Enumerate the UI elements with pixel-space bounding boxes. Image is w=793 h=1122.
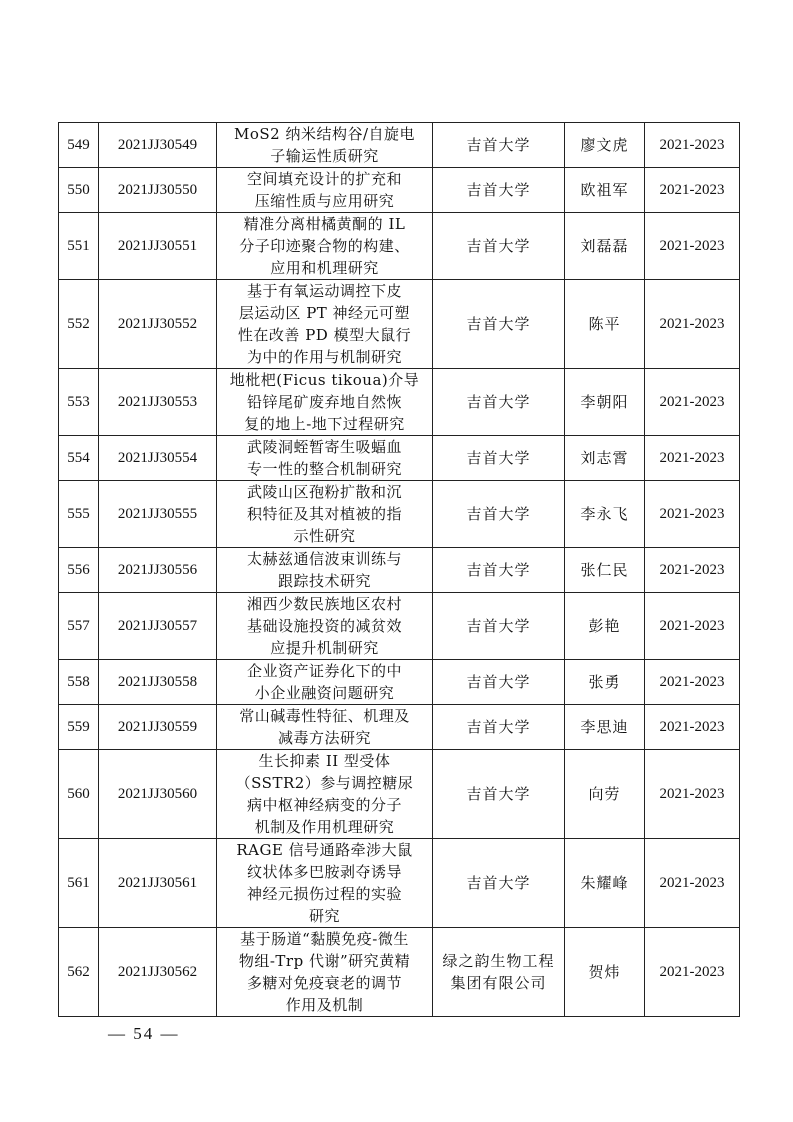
table-row xyxy=(59,839,740,928)
project-period: 2021-2023 xyxy=(645,369,740,436)
host-institution-line: 吉首大学 xyxy=(466,718,531,736)
project-code: 2021JJ30562 xyxy=(99,928,217,1017)
host-institution xyxy=(433,928,565,1017)
project-title-line: （SSTR2）参与调控糖尿 xyxy=(235,774,414,792)
project-title-line: 基础设施投资的减贫效 xyxy=(246,617,402,635)
project-leader: 向劳 xyxy=(565,750,645,839)
project-period: 2021-2023 xyxy=(645,593,740,660)
host-institution xyxy=(433,705,565,750)
project-code: 2021JJ30550 xyxy=(99,168,217,213)
project-code: 2021JJ30560 xyxy=(99,750,217,839)
project-title-line: MoS2 纳米结构谷/自旋电 xyxy=(233,125,416,143)
project-code: 2021JJ30557 xyxy=(99,593,217,660)
host-institution-line: 集团有限公司 xyxy=(450,974,547,992)
project-title-line: 分子印迹聚合物的构建、 xyxy=(239,237,410,255)
project-code: 2021JJ30556 xyxy=(99,548,217,593)
project-title-line: 专一性的整合机制研究 xyxy=(246,460,402,478)
project-period: 2021-2023 xyxy=(645,213,740,280)
host-institution xyxy=(433,548,565,593)
project-period: 2021-2023 xyxy=(645,750,740,839)
project-title-line: 减毒方法研究 xyxy=(277,729,371,747)
host-institution-line: 吉首大学 xyxy=(466,617,531,635)
row-number: 562 xyxy=(59,928,99,1017)
project-title xyxy=(217,123,433,168)
project-title xyxy=(217,369,433,436)
host-institution xyxy=(433,593,565,660)
host-institution xyxy=(433,839,565,928)
project-period: 2021-2023 xyxy=(645,168,740,213)
project-title-line: 跟踪技术研究 xyxy=(277,572,371,590)
host-institution-line: 吉首大学 xyxy=(466,505,531,523)
host-institution-line: 吉首大学 xyxy=(466,449,531,467)
project-leader: 李朝阳 xyxy=(565,369,645,436)
project-title xyxy=(217,593,433,660)
project-title-line: 基于肠道“黏膜免疫-微生 xyxy=(240,930,409,948)
project-title-line: 应用和机理研究 xyxy=(270,259,379,277)
table-row xyxy=(59,168,740,213)
host-institution-line: 吉首大学 xyxy=(466,785,531,803)
project-period: 2021-2023 xyxy=(645,548,740,593)
row-number: 552 xyxy=(59,280,99,369)
project-title-line: 压缩性质与应用研究 xyxy=(254,192,395,210)
project-title-line: 湘西少数民族地区农村 xyxy=(246,595,402,613)
project-title-line: 武陵山区孢粉扩散和沉 xyxy=(246,483,402,501)
table-row xyxy=(59,436,740,481)
project-leader: 刘磊磊 xyxy=(565,213,645,280)
project-period: 2021-2023 xyxy=(645,705,740,750)
host-institution-line: 吉首大学 xyxy=(466,561,531,579)
project-leader: 陈平 xyxy=(565,280,645,369)
row-number: 549 xyxy=(59,123,99,168)
row-number: 558 xyxy=(59,660,99,705)
table-row xyxy=(59,928,740,1017)
project-title-line: 铅锌尾矿废弃地自然恢 xyxy=(246,393,402,411)
project-title-line: 示性研究 xyxy=(293,527,356,545)
host-institution-line: 吉首大学 xyxy=(466,315,531,333)
project-title-line: 性在改善 PD 模型大鼠行 xyxy=(237,326,412,344)
table-row xyxy=(59,705,740,750)
project-title-line: 研究 xyxy=(308,907,340,925)
project-title xyxy=(217,548,433,593)
host-institution-line: 吉首大学 xyxy=(466,237,531,255)
host-institution-line: 吉首大学 xyxy=(466,673,531,691)
host-institution xyxy=(433,660,565,705)
project-title-line: 神经元损伤过程的实验 xyxy=(246,885,402,903)
row-number: 554 xyxy=(59,436,99,481)
project-title xyxy=(217,280,433,369)
row-number: 560 xyxy=(59,750,99,839)
host-institution xyxy=(433,123,565,168)
project-table-body xyxy=(59,123,740,1017)
project-period: 2021-2023 xyxy=(645,481,740,548)
project-title-line: 太赫兹通信波束训练与 xyxy=(246,550,402,568)
project-code: 2021JJ30559 xyxy=(99,705,217,750)
project-code: 2021JJ30549 xyxy=(99,123,217,168)
project-period: 2021-2023 xyxy=(645,280,740,369)
host-institution xyxy=(433,750,565,839)
project-title xyxy=(217,839,433,928)
table-row xyxy=(59,548,740,593)
host-institution-line: 吉首大学 xyxy=(466,136,531,154)
project-title xyxy=(217,928,433,1017)
project-title-line: RAGE 信号通路牵涉大鼠 xyxy=(236,841,413,859)
project-title-line: 武陵洞蛭暂寄生吸蝠血 xyxy=(246,438,402,456)
row-number: 553 xyxy=(59,369,99,436)
row-number: 559 xyxy=(59,705,99,750)
project-leader: 贺炜 xyxy=(565,928,645,1017)
table-row xyxy=(59,481,740,548)
project-table xyxy=(58,122,740,1017)
project-leader: 李思迪 xyxy=(565,705,645,750)
project-code: 2021JJ30555 xyxy=(99,481,217,548)
project-leader: 刘志霄 xyxy=(565,436,645,481)
table-row xyxy=(59,369,740,436)
table-row xyxy=(59,660,740,705)
project-period: 2021-2023 xyxy=(645,839,740,928)
project-title xyxy=(217,705,433,750)
host-institution-line: 吉首大学 xyxy=(466,874,531,892)
project-title xyxy=(217,750,433,839)
project-code: 2021JJ30551 xyxy=(99,213,217,280)
project-leader: 张仁民 xyxy=(565,548,645,593)
project-title-line: 精准分离柑橘黄酮的 IL xyxy=(243,215,406,233)
project-title-line: 企业资产证券化下的中 xyxy=(246,662,402,680)
project-title xyxy=(217,660,433,705)
row-number: 556 xyxy=(59,548,99,593)
project-title-line: 地枇杷(Ficus tikoua)介导 xyxy=(229,371,420,389)
project-leader: 廖文虎 xyxy=(565,123,645,168)
project-title-line: 积特征及其对植被的指 xyxy=(246,505,402,523)
project-leader: 彭艳 xyxy=(565,593,645,660)
project-title-line: 基于有氧运动调控下皮 xyxy=(246,282,402,300)
table-row xyxy=(59,123,740,168)
page-number: — 54 — xyxy=(108,1024,180,1043)
project-title-line: 应提升机制研究 xyxy=(270,639,379,657)
row-number: 550 xyxy=(59,168,99,213)
project-title xyxy=(217,436,433,481)
project-title-line: 生长抑素 II 型受体 xyxy=(258,752,391,770)
table-row xyxy=(59,213,740,280)
project-title xyxy=(217,481,433,548)
project-period: 2021-2023 xyxy=(645,436,740,481)
project-period: 2021-2023 xyxy=(645,660,740,705)
project-title-line: 作用及机制 xyxy=(285,996,364,1014)
host-institution-line: 吉首大学 xyxy=(466,181,531,199)
project-title-line: 层运动区 PT 神经元可塑 xyxy=(238,304,411,322)
host-institution xyxy=(433,280,565,369)
project-title-line: 机制及作用机理研究 xyxy=(254,818,395,836)
project-code: 2021JJ30561 xyxy=(99,839,217,928)
row-number: 557 xyxy=(59,593,99,660)
project-title-line: 物组-Trp 代谢”研究黄精 xyxy=(238,952,411,970)
project-leader: 李永飞 xyxy=(565,481,645,548)
project-period: 2021-2023 xyxy=(645,123,740,168)
project-title-line: 病中枢神经病变的分子 xyxy=(246,796,402,814)
project-title-line: 纹状体多巴胺剥夺诱导 xyxy=(246,863,402,881)
host-institution xyxy=(433,213,565,280)
project-code: 2021JJ30553 xyxy=(99,369,217,436)
project-title xyxy=(217,168,433,213)
project-code: 2021JJ30554 xyxy=(99,436,217,481)
project-leader: 朱耀峰 xyxy=(565,839,645,928)
project-title-line: 为中的作用与机制研究 xyxy=(246,348,402,366)
host-institution xyxy=(433,168,565,213)
host-institution-line: 绿之韵生物工程 xyxy=(442,952,555,970)
row-number: 561 xyxy=(59,839,99,928)
project-title-line: 常山碱毒性特征、机理及 xyxy=(239,707,410,725)
project-period: 2021-2023 xyxy=(645,928,740,1017)
row-number: 551 xyxy=(59,213,99,280)
host-institution xyxy=(433,369,565,436)
host-institution xyxy=(433,481,565,548)
project-title-line: 多糖对免疫衰老的调节 xyxy=(246,974,402,992)
table-row xyxy=(59,593,740,660)
project-title xyxy=(217,213,433,280)
project-code: 2021JJ30558 xyxy=(99,660,217,705)
project-leader: 欧祖军 xyxy=(565,168,645,213)
project-title-line: 空间填充设计的扩充和 xyxy=(246,170,402,188)
project-title-line: 子输运性质研究 xyxy=(270,147,379,165)
host-institution-line: 吉首大学 xyxy=(466,393,531,411)
table-row xyxy=(59,280,740,369)
project-code: 2021JJ30552 xyxy=(99,280,217,369)
table-row xyxy=(59,750,740,839)
project-title-line: 复的地上-地下过程研究 xyxy=(244,415,405,433)
project-title-line: 小企业融资问题研究 xyxy=(254,684,395,702)
project-leader: 张勇 xyxy=(565,660,645,705)
row-number: 555 xyxy=(59,481,99,548)
host-institution xyxy=(433,436,565,481)
